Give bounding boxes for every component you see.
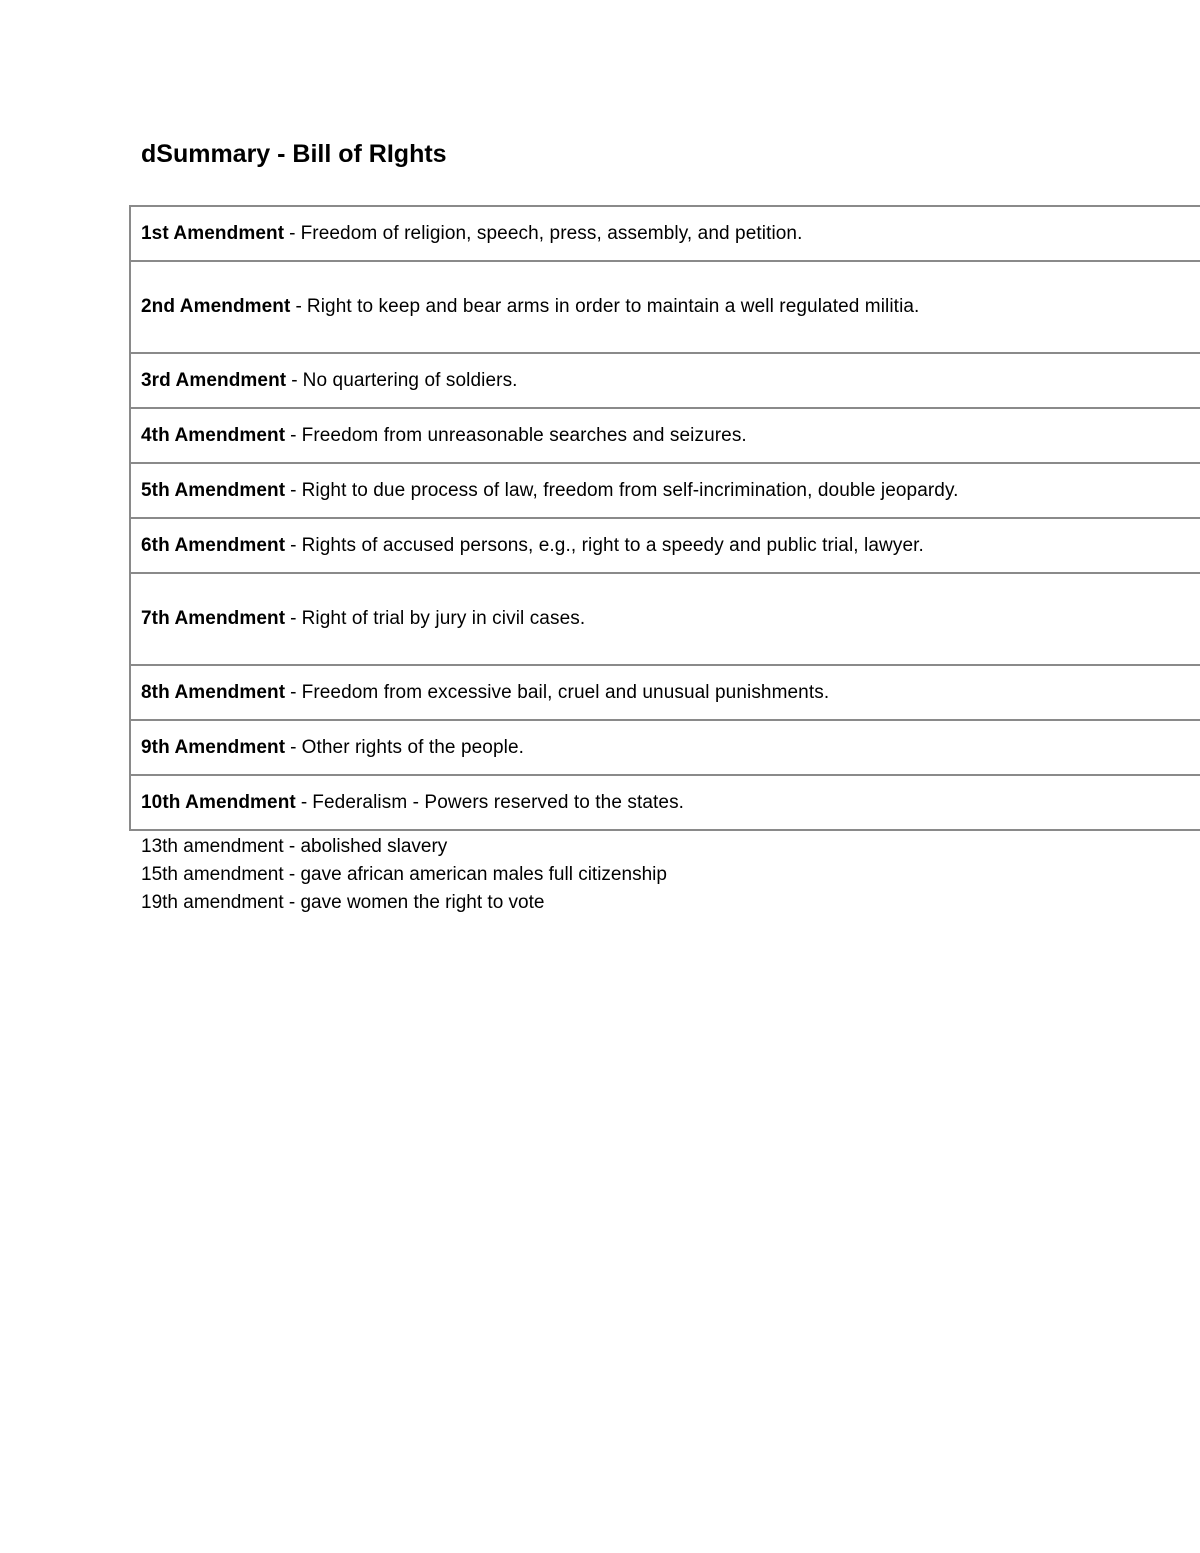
amendment-row-7 [131, 574, 1200, 666]
amendment-description: Freedom of religion, speech, press, assembly, and petition. [300, 222, 803, 244]
amendment-name: 10th Amendment [141, 791, 296, 813]
amendment-row-3 [131, 354, 1200, 409]
amendment-name: 3rd Amendment [141, 369, 287, 391]
amendment-name: 5th Amendment [141, 479, 286, 501]
amendment-description: Federalism - Powers reserved to the states. [312, 791, 685, 813]
amendment-separator: - [290, 424, 297, 446]
amendment-name: 1st Amendment [141, 222, 285, 244]
amendment-description: Freedom from excessive bail, cruel and unusual punishments. [301, 681, 830, 703]
additional-amendment: 15th amendment - gave african american males full citizenship [141, 864, 667, 885]
amendment-separator: - [290, 479, 297, 501]
amendment-name: 4th Amendment [141, 424, 286, 446]
amendment-row-5 [131, 464, 1200, 519]
amendment-description: Right of trial by jury in civil cases. [301, 608, 586, 629]
page-title: dSummary - Bill of RIghts [141, 140, 447, 168]
amendment-separator: - [295, 296, 302, 317]
amendment-separator: - [291, 369, 298, 391]
amendment-name: 8th Amendment [141, 681, 286, 703]
amendment-description: Freedom from unreasonable searches and seizures. [301, 424, 747, 446]
amendment-separator: - [290, 681, 297, 703]
amendment-row-6 [131, 519, 1200, 574]
additional-amendments-list [141, 833, 667, 917]
amendment-separator: - [290, 736, 297, 758]
additional-amendment: 19th amendment - gave women the right to vote [141, 892, 545, 913]
amendment-name: 6th Amendment [141, 534, 286, 556]
amendment-row-9 [131, 721, 1200, 776]
amendment-description: No quartering of soldiers. [302, 369, 518, 391]
amendment-row-10 [131, 776, 1200, 831]
amendment-row-2 [131, 262, 1200, 354]
amendment-description: Rights of accused persons, e.g., right to a speedy and public trial, lawyer. [301, 534, 924, 556]
amendment-row-8 [131, 666, 1200, 721]
amendment-row-1 [131, 207, 1200, 262]
amendment-row-4 [131, 409, 1200, 464]
amendment-name: 2nd Amendment [141, 296, 291, 317]
amendment-separator: - [289, 222, 296, 244]
amendment-description: Other rights of the people. [301, 736, 524, 758]
amendment-separator: - [290, 534, 297, 556]
amendment-name: 9th Amendment [141, 736, 286, 758]
amendments-table [129, 205, 1200, 831]
amendment-description: Right to keep and bear arms in order to maintain a well regulated militia. [306, 296, 920, 317]
amendment-separator: - [300, 791, 308, 813]
amendment-separator: - [290, 608, 297, 629]
amendment-name: 7th Amendment [141, 608, 286, 629]
amendment-description: Right to due process of law, freedom from self-incrimination, double jeopardy. [301, 479, 959, 501]
additional-amendment: 13th amendment - abolished slavery [141, 836, 448, 857]
